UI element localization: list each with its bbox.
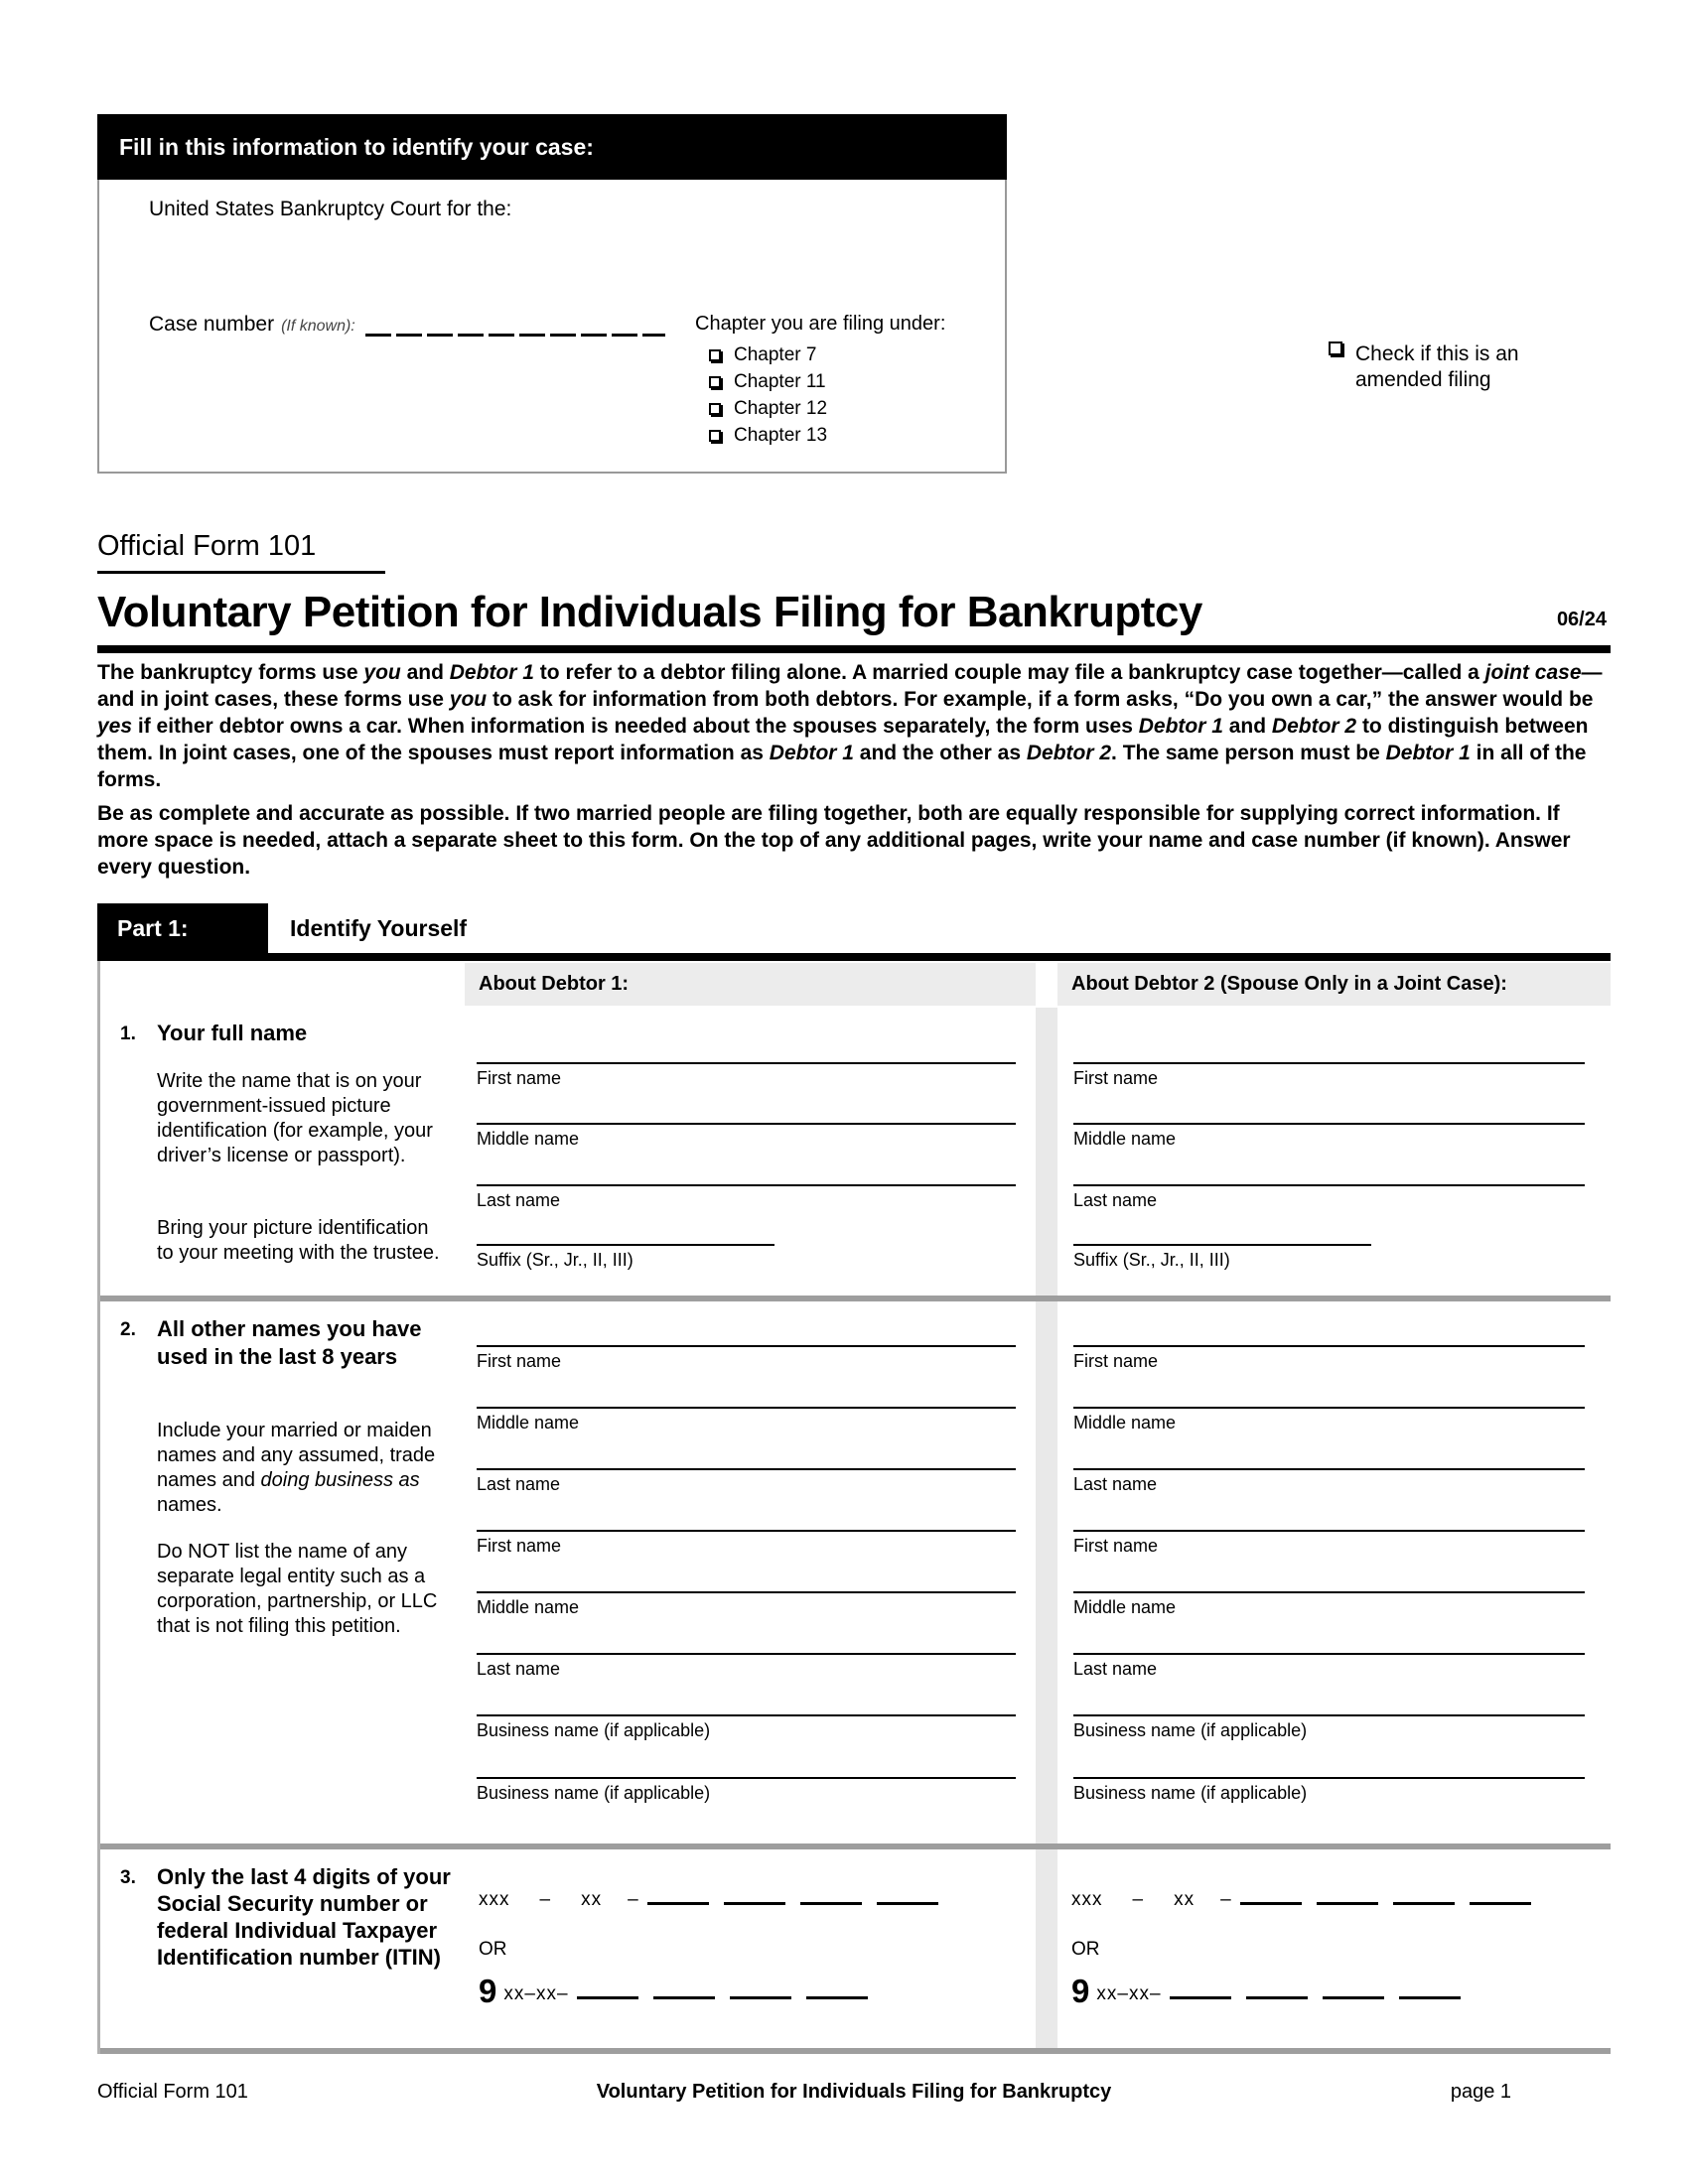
q3-title: Only the last 4 digits of your Social Security number or federal Individual Taxpayer Identification number (ITIN) xyxy=(157,1864,451,1970)
debtor2-other-first-name-1-input[interactable] xyxy=(1073,1345,1585,1372)
ssn-mask-part: xx xyxy=(581,1889,603,1910)
about-debtor2-header: About Debtor 2 (Spouse Only in a Joint Case): xyxy=(1057,963,1611,1006)
debtor1-middle-name-input[interactable] xyxy=(477,1123,1016,1150)
debtor2-suffix-input[interactable] xyxy=(1073,1244,1371,1271)
ssn-dash: – xyxy=(539,1889,552,1910)
debtor2-itin-digit-blank-4[interactable] xyxy=(1399,1987,1461,1999)
q2-description-2: Do NOT list the name of any separate legal entity such as a corporation, partnership, or LLC that is not filing this petition. xyxy=(157,1541,438,1637)
part1-title: Identify Yourself xyxy=(290,914,468,941)
chapter-selection xyxy=(695,313,945,454)
case-id-box-header: Fill in this information to identify your case: xyxy=(97,114,1007,180)
case-number-input[interactable] xyxy=(365,319,665,337)
chapter-7-checkbox[interactable] xyxy=(709,349,721,361)
question-3-row xyxy=(100,1849,1611,2048)
footer-form-number: Official Form 101 xyxy=(97,2081,248,2103)
debtor1-other-last-name-1-input[interactable] xyxy=(477,1468,1016,1495)
field-label: Middle name xyxy=(477,1597,580,1617)
debtor2-other-middle-name-1-input[interactable] xyxy=(1073,1407,1585,1433)
ssn-mask-part: xx xyxy=(1174,1889,1196,1910)
debtor2-first-name-input[interactable] xyxy=(1073,1062,1585,1089)
debtor2-business-name-1-input[interactable] xyxy=(1073,1714,1585,1741)
chapter-7-option[interactable] xyxy=(709,343,945,365)
field-label: Last name xyxy=(477,1659,561,1679)
debtor2-itin-mask xyxy=(1071,1973,1461,2010)
chapter-11-option[interactable] xyxy=(709,370,945,392)
chapter-13-label: Chapter 13 xyxy=(734,424,828,446)
debtor1-ssn-mask xyxy=(479,1889,938,1911)
debtor1-itin-digit-blank-1[interactable] xyxy=(577,1987,638,1999)
field-label: First name xyxy=(477,1068,562,1088)
debtor2-ssn-digit-blank-4[interactable] xyxy=(1470,1893,1531,1905)
chapter-filing-label: Chapter you are filing under: xyxy=(695,313,946,335)
q2-number: 2. xyxy=(120,1319,136,1340)
amended-filing-checkbox[interactable] xyxy=(1329,341,1342,355)
q2-debtor1-cell xyxy=(465,1301,1036,1843)
table-bottom-border xyxy=(100,2048,1611,2054)
field-label: Last name xyxy=(1073,1474,1158,1494)
intro-paragraph-2: Be as complete and accurate as possible. If two married people are filing together, both are equally responsible for supplying correct information. If more space is needed, attach a separate sheet to this form. On the top of any additional pages, write your name and case number (if known). Answer every question. xyxy=(97,802,1571,879)
ssn-mask-part: xxx xyxy=(1071,1889,1103,1910)
amended-filing-option[interactable] xyxy=(1329,341,1539,393)
footer-form-title: Voluntary Petition for Individuals Filing for Bankruptcy xyxy=(596,2081,1112,2103)
debtor2-last-name-input[interactable] xyxy=(1073,1184,1585,1211)
ssn-mask-part: xxx xyxy=(479,1889,510,1910)
field-label: First name xyxy=(1073,1351,1159,1371)
debtor2-other-last-name-1-input[interactable] xyxy=(1073,1468,1585,1495)
itin-mask-part: xx xyxy=(503,1983,525,2004)
field-label: Business name (if applicable) xyxy=(1073,1783,1308,1803)
ssn-dash: – xyxy=(1220,1889,1232,1910)
field-label: First name xyxy=(477,1351,562,1371)
debtor1-itin-mask xyxy=(479,1973,868,2010)
debtor2-business-name-2-input[interactable] xyxy=(1073,1777,1585,1804)
q1-debtor2-cell xyxy=(1057,1008,1611,1296)
question-2-row xyxy=(100,1301,1611,1843)
debtor2-middle-name-input[interactable] xyxy=(1073,1123,1585,1150)
field-label: Last name xyxy=(1073,1659,1158,1679)
chapter-11-label: Chapter 11 xyxy=(734,370,826,392)
q3-debtor1-cell xyxy=(465,1849,1036,2048)
field-label: Middle name xyxy=(477,1413,580,1433)
debtor1-other-first-name-1-input[interactable] xyxy=(477,1345,1016,1372)
case-number-label: Case number xyxy=(149,313,275,336)
itin-dash: – xyxy=(524,1983,536,2004)
itin-mask-part: xx xyxy=(1096,1983,1118,2004)
field-label: Middle name xyxy=(1073,1597,1177,1617)
debtor2-ssn-digit-blank-2[interactable] xyxy=(1317,1893,1378,1905)
field-label: Suffix (Sr., Jr., II, III) xyxy=(477,1250,633,1270)
chapter-12-checkbox[interactable] xyxy=(709,403,721,415)
field-label: Last name xyxy=(477,1474,561,1494)
field-label: Middle name xyxy=(1073,1413,1177,1433)
q1-description-2: Bring your picture identification to your meeting with the trustee. xyxy=(157,1217,440,1264)
debtor1-other-middle-name-1-input[interactable] xyxy=(477,1407,1016,1433)
ssn-dash: – xyxy=(1132,1889,1145,1910)
q2-title: All other names you have used in the last 8 years xyxy=(157,1316,422,1369)
chapter-12-option[interactable] xyxy=(709,397,945,419)
title-row xyxy=(97,588,1611,637)
column-divider xyxy=(1036,1008,1057,1296)
debtor2-ssn-digit-blank-3[interactable] xyxy=(1393,1893,1455,1905)
debtor2-other-middle-name-2-input[interactable] xyxy=(1073,1591,1585,1618)
q3-debtor2-cell xyxy=(1057,1849,1611,2048)
court-label: United States Bankruptcy Court for the: xyxy=(149,198,512,220)
q1-number: 1. xyxy=(120,1024,136,1044)
debtor1-ssn-digit-blank-1[interactable] xyxy=(647,1893,709,1905)
about-debtor1-header: About Debtor 1: xyxy=(465,963,1036,1006)
field-label: Last name xyxy=(477,1190,561,1210)
debtor1-other-last-name-2-input[interactable] xyxy=(477,1653,1016,1680)
itin-mask-part: xx xyxy=(1128,1983,1150,2004)
field-label: Middle name xyxy=(1073,1129,1177,1149)
itin-dash: – xyxy=(1149,1983,1162,2004)
form-number: Official Form 101 xyxy=(97,530,385,574)
amended-filing-label: Check if this is an amended filing xyxy=(1355,342,1519,391)
itin-nine: 9 xyxy=(479,1973,498,2009)
debtor1-first-name-input[interactable] xyxy=(477,1062,1016,1089)
debtor2-ssn-digit-blank-1[interactable] xyxy=(1240,1893,1302,1905)
field-label: Last name xyxy=(1073,1190,1158,1210)
debtor1-ssn-digit-blank-4[interactable] xyxy=(877,1893,938,1905)
q2-description-1: Include your married or maiden names and any assumed, trade names and doing business as names. xyxy=(157,1420,436,1516)
q1-title: Your full name xyxy=(157,1021,308,1045)
itin-mask-part: xx xyxy=(535,1983,557,2004)
field-label: First name xyxy=(477,1536,562,1556)
q3-number: 3. xyxy=(120,1867,136,1888)
part1-bar xyxy=(97,903,1611,961)
case-number-hint: (If known): xyxy=(281,318,355,335)
field-label: Business name (if applicable) xyxy=(477,1783,711,1803)
intro-paragraph-1: The bankruptcy forms use you and Debtor 1 to refer to a debtor filing alone. A married couple may file a bankruptcy case together—called a joint case—and in joint cases, these forms use you to ask for information from both debtors. For example, if a form asks, “Do you own a car,” the answer would be yes if either debtor owns a car. When information is needed about the spouses separately, the form uses Debtor 1 and Debtor 2 to distinguish between them. In joint cases, one of the spouses must report information as Debtor 1 and the other as Debtor 2. The same person must be Debtor 1 in all of the forms. xyxy=(97,661,1603,791)
debtor2-itin-digit-blank-2[interactable] xyxy=(1246,1987,1308,1999)
field-label: Middle name xyxy=(477,1129,580,1149)
field-label: First name xyxy=(1073,1068,1159,1088)
debtor1-other-middle-name-2-input[interactable] xyxy=(477,1591,1016,1618)
itin-dash: – xyxy=(556,1983,569,2004)
debtor1-ssn-digit-blank-2[interactable] xyxy=(724,1893,785,1905)
part1-label: Part 1: xyxy=(97,903,268,953)
debtor1-itin-digit-blank-4[interactable] xyxy=(806,1987,868,1999)
chapter-13-checkbox[interactable] xyxy=(709,430,721,442)
debtor1-other-first-name-2-input[interactable] xyxy=(477,1530,1016,1557)
version-label: 06/24 xyxy=(1556,609,1607,630)
q2-debtor2-cell xyxy=(1057,1301,1611,1843)
debtor1-business-name-1-input[interactable] xyxy=(477,1714,1016,1741)
column-divider xyxy=(1036,1849,1057,2048)
ssn-dash: – xyxy=(628,1889,639,1910)
footer-page-number: page 1 xyxy=(1450,2081,1511,2103)
debtor1-suffix-input[interactable] xyxy=(477,1244,774,1271)
debtor1-business-name-2-input[interactable] xyxy=(477,1777,1016,1804)
debtor2-itin-digit-blank-1[interactable] xyxy=(1170,1987,1231,1999)
chapter-12-label: Chapter 12 xyxy=(734,397,828,419)
debtor2-other-first-name-2-input[interactable] xyxy=(1073,1530,1585,1557)
field-label: Suffix (Sr., Jr., II, III) xyxy=(1073,1250,1230,1270)
or-label: OR xyxy=(1071,1939,1100,1960)
debtor2-other-last-name-2-input[interactable] xyxy=(1073,1653,1585,1680)
case-number-row xyxy=(149,313,665,337)
field-label: First name xyxy=(1073,1536,1159,1556)
or-label: OR xyxy=(479,1939,507,1960)
case-id-box xyxy=(97,114,1007,474)
q1-description-1: Write the name that is on your government-issued picture identification (for example, your driver’s license or passport). xyxy=(157,1070,433,1166)
field-label: Business name (if applicable) xyxy=(1073,1720,1308,1740)
q1-debtor1-cell xyxy=(465,1008,1036,1296)
debtor1-ssn-digit-blank-3[interactable] xyxy=(800,1893,862,1905)
chapter-11-checkbox[interactable] xyxy=(709,376,721,388)
page-title: Voluntary Petition for Individuals Filing for Bankruptcy xyxy=(97,588,1202,636)
debtor1-itin-digit-blank-2[interactable] xyxy=(653,1987,715,1999)
column-divider xyxy=(1036,1301,1057,1843)
part1-table xyxy=(97,961,1611,2054)
chapter-13-option[interactable] xyxy=(709,424,945,446)
debtor-headers-row xyxy=(100,961,1611,1008)
itin-nine: 9 xyxy=(1071,1973,1091,2009)
debtor1-itin-digit-blank-3[interactable] xyxy=(730,1987,791,1999)
title-rule xyxy=(97,645,1611,653)
itin-dash: – xyxy=(1117,1983,1129,2004)
question-1-row xyxy=(100,1008,1611,1296)
debtor2-itin-digit-blank-3[interactable] xyxy=(1323,1987,1384,1999)
field-label: Business name (if applicable) xyxy=(477,1720,711,1740)
debtor1-last-name-input[interactable] xyxy=(477,1184,1016,1211)
chapter-7-label: Chapter 7 xyxy=(734,343,817,365)
debtor2-ssn-mask xyxy=(1071,1889,1531,1911)
